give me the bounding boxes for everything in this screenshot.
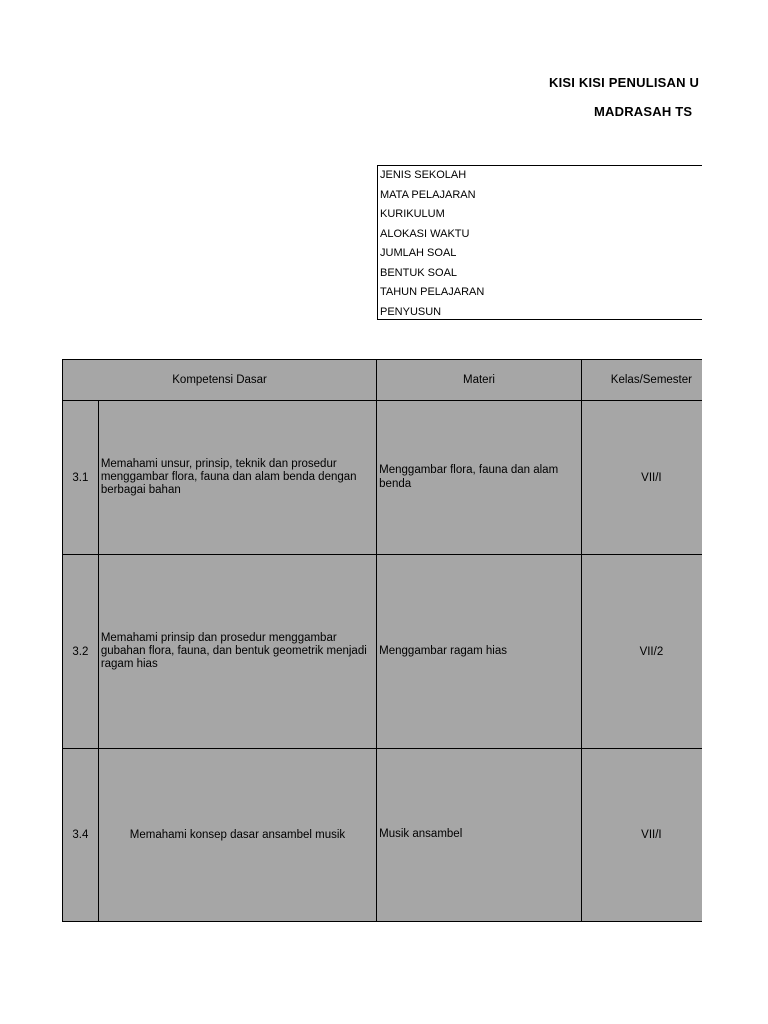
table-row (63, 749, 722, 922)
info-row-mata-pelajaran: MATA PELAJARAN (380, 188, 476, 201)
kd-number: 3.1 (63, 401, 99, 555)
info-row-jenis-sekolah: JENIS SEKOLAH (380, 169, 467, 181)
kompetensi-table (62, 359, 722, 922)
page-title: KISI KISI PENULISAN U (549, 75, 700, 90)
header-materi: Materi (377, 360, 582, 401)
table-row (63, 555, 722, 749)
kelas-semester-text: VII/I (581, 401, 721, 555)
header-kelas-semester: Kelas/Semester (581, 360, 721, 401)
kelas-semester-text: VII/2 (581, 555, 721, 749)
materi-text: Menggambar flora, fauna dan alam benda (377, 401, 582, 555)
kd-text: Memahami prinsip dan prosedur menggambar gubahan flora, fauna, dan bentuk geometrik menjadi ragam hias (98, 555, 376, 749)
info-row-alokasi-waktu: ALOKASI WAKTU (380, 227, 470, 240)
page-edge-mask (702, 0, 768, 1024)
info-row-tahun-pelajaran: TAHUN PELAJARAN (380, 286, 485, 298)
info-box (377, 165, 717, 320)
table-row (63, 401, 722, 555)
materi-text: Menggambar ragam hias (377, 555, 582, 749)
kd-number: 3.2 (63, 555, 99, 749)
info-row-kurikulum: KURIKULUM (380, 208, 445, 220)
page-subtitle: MADRASAH TS (594, 104, 693, 119)
kelas-semester-text: VII/I (581, 749, 721, 922)
info-row-penyusun: PENYUSUN (380, 305, 442, 318)
kd-text: Memahami konsep dasar ansambel musik (98, 749, 376, 922)
header-kompetensi-dasar: Kompetensi Dasar (63, 360, 377, 401)
table-header-row (63, 360, 722, 401)
info-row-jumlah-soal: JUMLAH SOAL (380, 247, 457, 259)
info-row-bentuk-soal: BENTUK SOAL (380, 266, 458, 279)
kd-number: 3.4 (63, 749, 99, 922)
kd-text: Memahami unsur, prinsip, teknik dan prosedur menggambar flora, fauna dan alam benda dengan berbagai bahan (98, 401, 376, 555)
materi-text: Musik ansambel (377, 749, 582, 922)
